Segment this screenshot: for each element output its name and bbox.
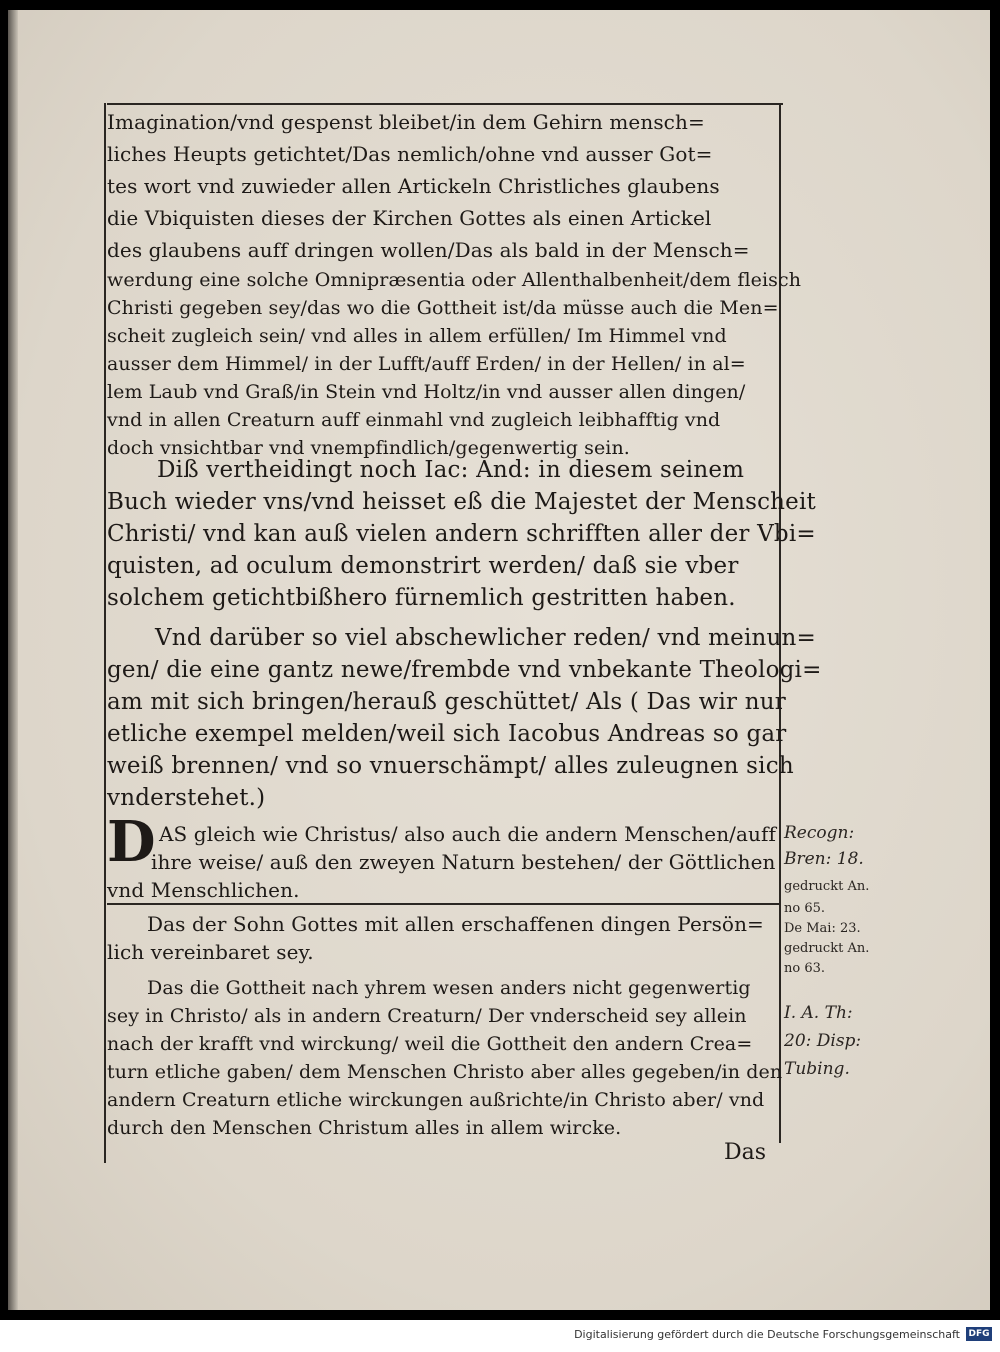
- margin-note: De Mai: 23.: [784, 921, 861, 936]
- text-line: AS gleich wie Christus/ also auch die andern Menschen/auff: [159, 822, 777, 846]
- text-line: Buch wieder vns/vnd heisset eß die Majestet der Menscheit: [107, 489, 816, 515]
- text-line: andern Creaturn etliche wirckungen außrichte/in Christo aber/ vnd: [107, 1089, 765, 1111]
- text-line: vnd Menschlichen.: [107, 878, 300, 902]
- margin-note: no 63.: [784, 961, 826, 976]
- text-line: vnderstehet.): [107, 785, 266, 811]
- page-gutter-shadow: [8, 10, 18, 1310]
- catchword: Das: [724, 1140, 767, 1165]
- text-line: ausser dem Himmel/ in der Lufft/auff Erden/ in der Hellen/ in al=: [107, 353, 746, 375]
- decorated-initial: D: [107, 809, 156, 875]
- text-line: weiß brennen/ vnd so vnuerschämpt/ alles zuleugnen sich: [107, 753, 794, 779]
- text-line: turn etliche gaben/ dem Menschen Christo aber alles gegeben/in den: [107, 1061, 783, 1083]
- text-line: nach der krafft vnd wirckung/ weil die Gottheit den andern Crea=: [107, 1033, 753, 1055]
- margin-note: Bren: 18.: [784, 849, 864, 869]
- margin-note: 20: Disp:: [784, 1031, 862, 1051]
- text-line: etliche exempel melden/weil sich Iacobus Andreas so gar: [107, 721, 787, 747]
- margin-note: I. A. Th:: [784, 1003, 853, 1023]
- margin-note: gedruckt An.: [784, 941, 870, 956]
- left-rule: [104, 103, 106, 1163]
- text-line: solchem getichtbißhero fürnemlich gestritten haben.: [107, 585, 736, 611]
- top-rule: [107, 103, 783, 105]
- text-line: lich vereinbaret sey.: [107, 940, 314, 964]
- text-line: vnd in allen Creaturn auff einmahl vnd zugleich leibhafftig vnd: [107, 409, 721, 431]
- text-line: liches Heupts getichtet/Das nemlich/ohne vnd ausser Got=: [107, 142, 713, 166]
- text-line: lem Laub vnd Graß/in Stein vnd Holtz/in vnd ausser allen dingen/: [107, 381, 746, 403]
- margin-note: no 65.: [784, 901, 826, 916]
- text-line: scheit zugleich sein/ vnd alles in allem erfüllen/ Im Himmel vnd: [107, 325, 727, 347]
- text-line: des glaubens auff dringen wollen/Das als bald in der Mensch=: [107, 238, 750, 262]
- text-line: werdung eine solche Omnipræsentia oder Allenthalbenheit/dem fleisch: [107, 269, 802, 291]
- text-line: Das die Gottheit nach yhrem wesen anders nicht gegenwertig: [147, 977, 751, 999]
- text-line: Vnd darüber so viel abschewlicher reden/ vnd meinun=: [155, 625, 817, 651]
- digitization-footer: [0, 1320, 1000, 1352]
- text-line: am mit sich bringen/herauß geschüttet/ Als ( Das wir nur: [107, 689, 786, 715]
- text-line: Das der Sohn Gottes mit allen erschaffenen dingen Persön=: [147, 912, 764, 936]
- funding-credit: Digitalisierung gefördert durch die Deutsche Forschungsgemeinschaft: [574, 1328, 960, 1341]
- text-line: Christi/ vnd kan auß vielen andern schrifften aller der Vbi=: [107, 521, 816, 547]
- text-line: ihre weise/ auß den zweyen Naturn bestehen/ der Göttlichen: [151, 850, 776, 874]
- dfg-logo-icon: DFG: [966, 1327, 992, 1341]
- margin-note: Recogn:: [784, 823, 855, 843]
- text-line: doch vnsichtbar vnd vnempfindlich/gegenwertig sein.: [107, 437, 630, 459]
- margin-note: Tubing.: [784, 1059, 850, 1079]
- text-line: quisten, ad oculum demonstrirt werden/ daß sie vber: [107, 553, 739, 579]
- text-line: sey in Christo/ als in andern Creaturn/ Der vnderscheid sey allein: [107, 1005, 747, 1027]
- text-line: tes wort vnd zuwieder allen Artickeln Christliches glaubens: [107, 174, 720, 198]
- text-line: Christi gegeben sey/das wo die Gottheit ist/da müsse auch die Men=: [107, 297, 779, 319]
- margin-note: gedruckt An.: [784, 879, 870, 894]
- text-line: Diß vertheidingt noch Iac: And: in diesem seinem: [157, 457, 745, 483]
- text-line: gen/ die eine gantz newe/frembde vnd vnbekante Theologi=: [107, 657, 822, 683]
- text-line: durch den Menschen Christum alles in allem wircke.: [107, 1117, 622, 1139]
- text-line: die Vbiquisten dieses der Kirchen Gottes als einen Artickel: [107, 206, 712, 230]
- text-line: Imagination/vnd gespenst bleibet/in dem Gehirn mensch=: [107, 110, 705, 134]
